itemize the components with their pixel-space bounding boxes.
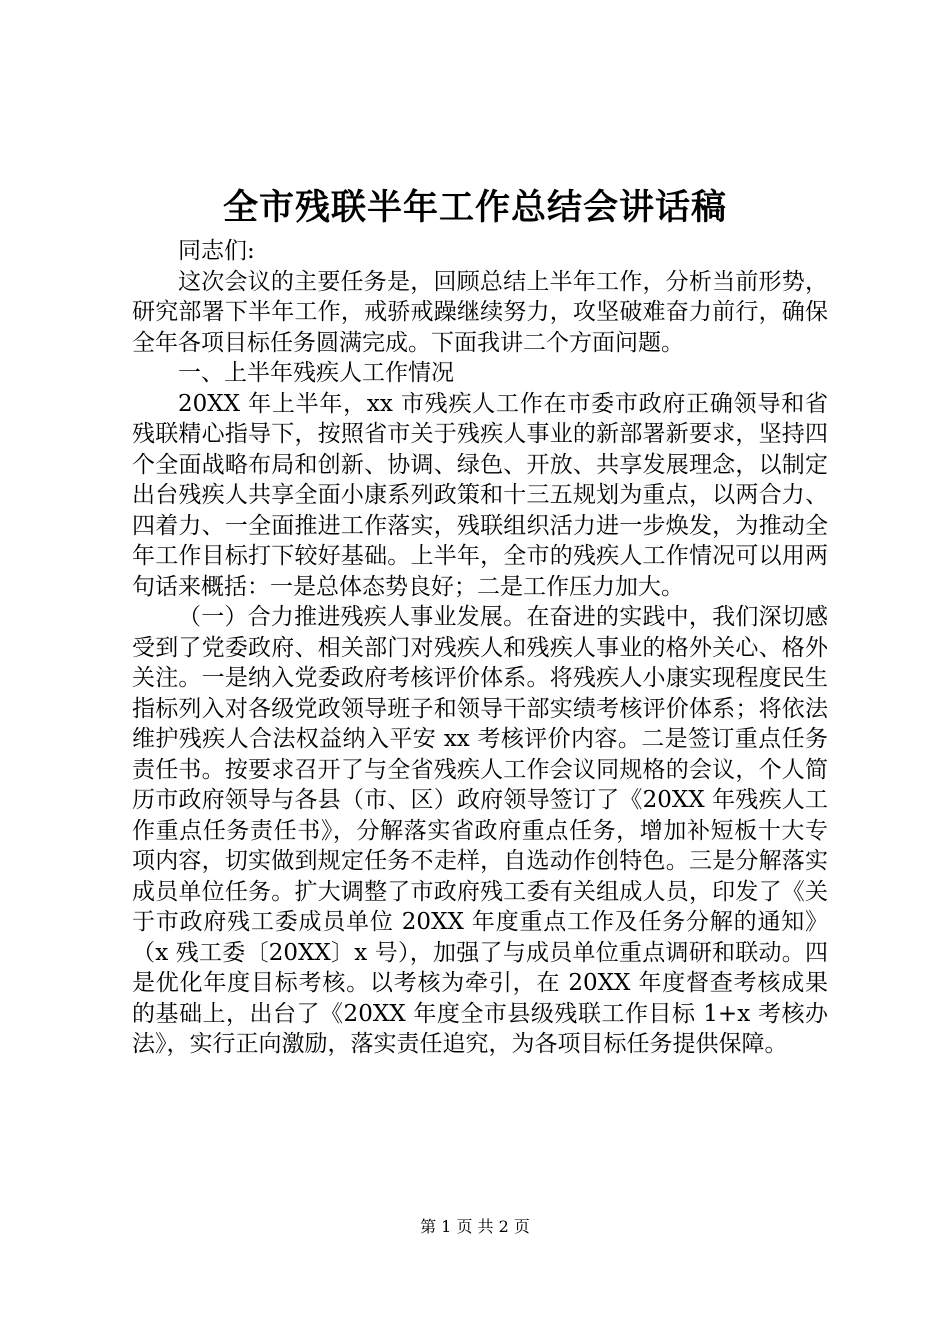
salutation-paragraph: 同志们: (178, 238, 255, 264)
page-footer: 第 1 页 共 2 页 (420, 1217, 530, 1236)
section-heading: 一、上半年残疾人工作情况 (178, 360, 454, 386)
overview-paragraph: 20XX 年上半年，xx 市残疾人工作在市委市政府正确领导和省残联精心指导下，按照省市关于残疾人事业的新部署新要求，坚持四个全面战略布局和创新、协调、绿色、开放、共享发展理念，以制定出台残疾人共享全面小康系列政策和十三五规划为重点，以两合力、四着力、一全面推进工作落实，残联组织活力进一步焕发，为推动全年工作目标打下较好基础。上半年，全市的残疾人工作情况可以用两句话来概括：一是总体态势良好；二是工作压力加大。 (132, 390, 828, 600)
subsection-paragraph: （一）合力推进残疾人事业发展。在奋进的实践中，我们深切感受到了党委政府、相关部门对残疾人和残疾人事业的格外关心、格外关注。一是纳入党委政府考核评价体系。将残疾人小康实现程度民生指标列入对各级党政领导班子和领导干部实绩考核评价体系；将依法维护残疾人合法权益纳入平安 xx 考核评价内容。二是签订重点任务责任书。按要求召开了与全省残疾人工作会议同规格的会议，个人简历市政府领导与各县（市、区）政府领导签订了《20XX 年残疾人工作重点任务责任书》，分解落实省政府重点任务，增加补短板十大专项内容，切实做到规定任务不走样，自选动作创特色。三是分解落实成员单位任务。扩大调整了市政府残工委有关组成人员，印发了《关于市政府残工委成员单位 20XX 年度重点工作及任务分解的通知》（x 残工委〔20XX〕x 号），加强了与成员单位重点调研和联动。四是优化年度目标考核。以考核为牵引，在 20XX 年度督查考核成果的基础上，出台了《20XX 年度全市县级残联工作目标 1+x 考核办法》，实行正向激励，落实责任追究，为各项目标任务提供保障。 (132, 604, 828, 1057)
intro-paragraph: 这次会议的主要任务是，回顾总结上半年工作，分析当前形势，研究部署下半年工作，戒骄戒躁继续努力，攻坚破难奋力前行，确保全年各项目标任务圆满完成。下面我讲二个方面问题。 (132, 268, 828, 356)
document-body (132, 236, 828, 1060)
document-title: 全市残联半年工作总结会讲话稿 (222, 187, 727, 228)
